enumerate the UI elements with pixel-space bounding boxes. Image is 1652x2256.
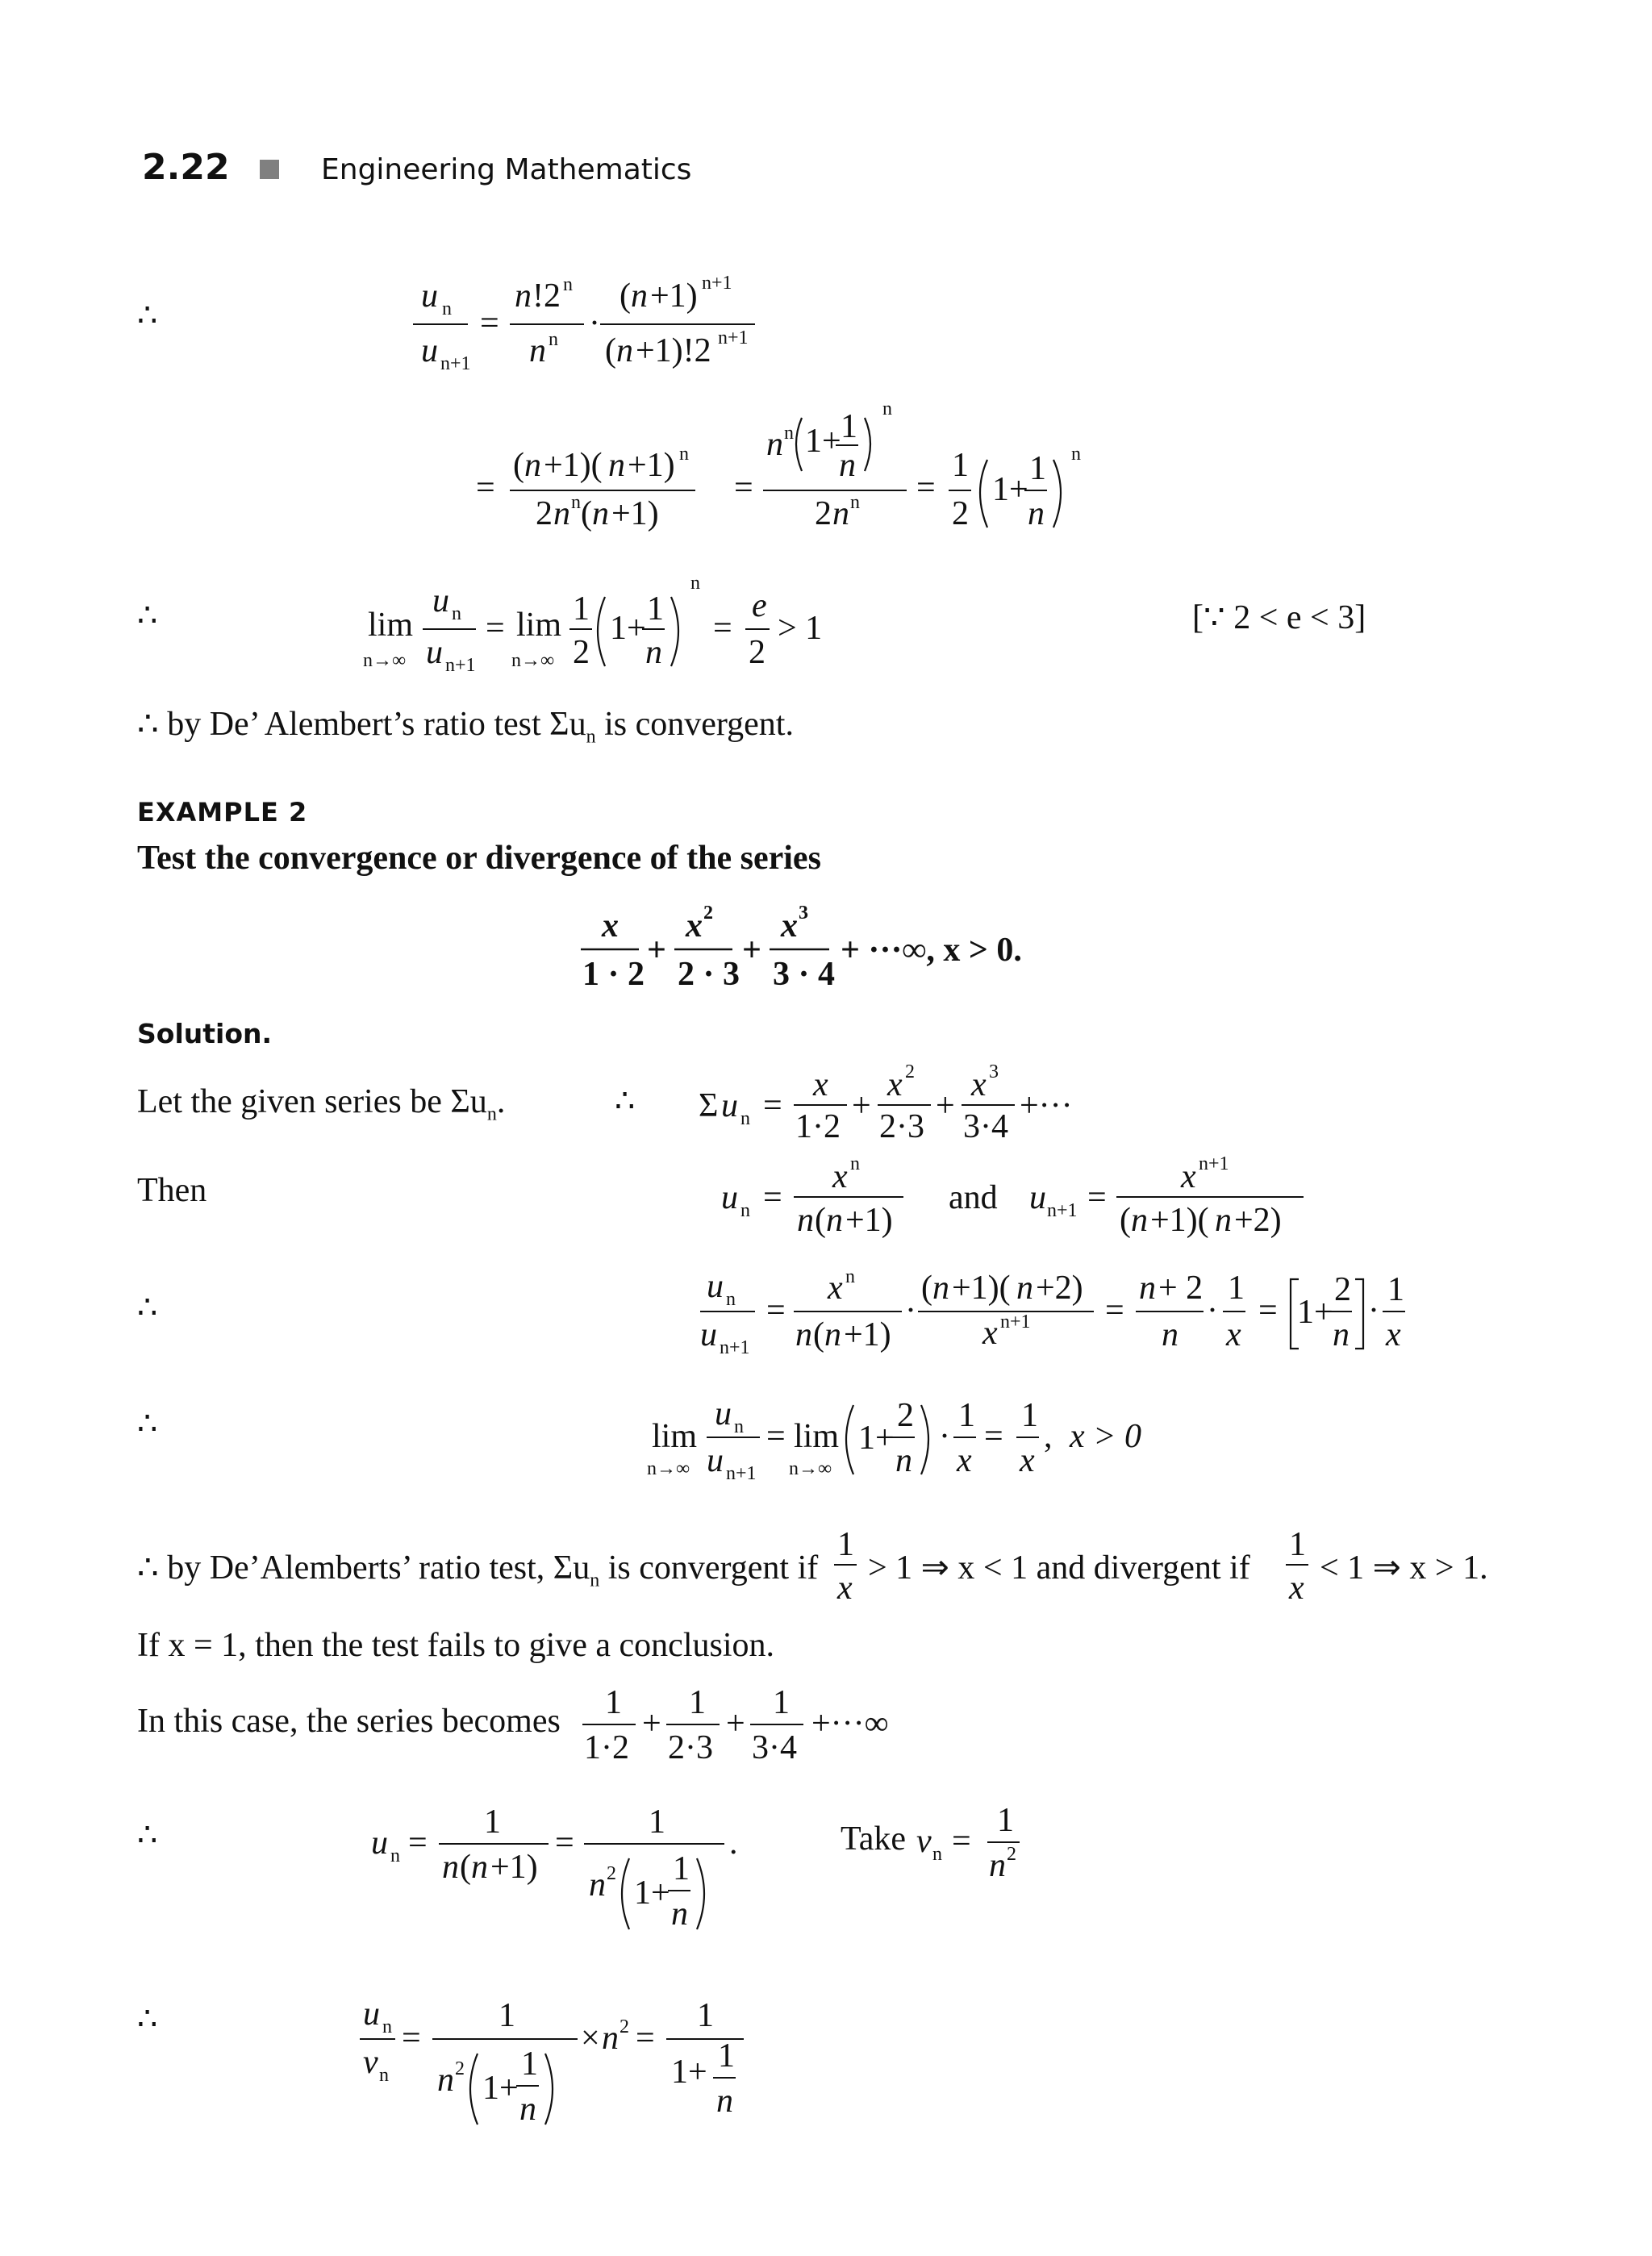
svg-text:x: x bbox=[832, 1158, 848, 1195]
svg-text:+1): +1) bbox=[845, 1202, 893, 1239]
equation-limit-1 bbox=[355, 565, 855, 686]
svg-text:1: 1 bbox=[649, 1804, 665, 1841]
svg-text:1+: 1+ bbox=[610, 610, 646, 647]
svg-text:u: u bbox=[700, 1316, 717, 1353]
svg-text:1: 1 bbox=[718, 2037, 735, 2075]
svg-text:·: · bbox=[1207, 1292, 1218, 1329]
svg-text:1+: 1+ bbox=[992, 471, 1028, 508]
svg-text:2: 2 bbox=[1334, 1271, 1351, 1308]
then-label: Then bbox=[137, 1172, 207, 1209]
svg-text:n: n bbox=[826, 1202, 843, 1239]
svg-text:2: 2 bbox=[952, 495, 969, 532]
svg-text:1 · 2: 1 · 2 bbox=[582, 956, 645, 993]
therefore-symbol: ∴ bbox=[137, 297, 158, 334]
svg-text:n: n bbox=[390, 1845, 400, 1866]
svg-text:=: = bbox=[1087, 1179, 1107, 1216]
svg-text:!2: !2 bbox=[532, 277, 561, 315]
svg-text:1+: 1+ bbox=[671, 2054, 707, 2091]
case-line: In this case, the series becomes bbox=[137, 1703, 561, 1740]
svg-text:n: n bbox=[1139, 1270, 1156, 1307]
svg-text:(: ( bbox=[460, 1849, 471, 1886]
svg-text:n+1: n+1 bbox=[440, 353, 471, 374]
svg-text:1: 1 bbox=[499, 1997, 515, 2034]
svg-text:n: n bbox=[442, 1849, 459, 1886]
equation-un-un1 bbox=[710, 1145, 1323, 1250]
svg-text:+: + bbox=[852, 1087, 871, 1124]
equation-limit-2 bbox=[645, 1379, 1162, 1492]
svg-text:=: = bbox=[480, 305, 499, 342]
book-title: Engineering Mathematics bbox=[321, 153, 692, 186]
svg-text:3: 3 bbox=[799, 903, 808, 924]
svg-text:n: n bbox=[740, 1200, 750, 1221]
svg-text:n: n bbox=[549, 329, 558, 350]
svg-text:n: n bbox=[1131, 1202, 1148, 1239]
svg-text:n: n bbox=[1333, 1316, 1350, 1353]
equation-ratio-2 bbox=[468, 395, 1113, 548]
svg-text:n: n bbox=[589, 1866, 606, 1904]
svg-text:=: = bbox=[1105, 1292, 1124, 1329]
svg-text:=: = bbox=[766, 1292, 786, 1329]
svg-text:v: v bbox=[363, 2044, 378, 2081]
x-gt-0: x > 0 bbox=[1070, 1418, 1141, 1455]
svg-text:1: 1 bbox=[958, 1397, 975, 1434]
svg-text:3: 3 bbox=[989, 1061, 999, 1082]
svg-text:1: 1 bbox=[484, 1804, 501, 1841]
svg-text:n+1: n+1 bbox=[445, 655, 476, 676]
svg-text:n: n bbox=[671, 1895, 688, 1933]
svg-text:1: 1 bbox=[997, 1802, 1014, 1839]
svg-text:u: u bbox=[707, 1268, 724, 1305]
svg-text:+: + bbox=[726, 1705, 745, 1742]
svg-text:n+1: n+1 bbox=[726, 1463, 757, 1484]
svg-text:n→∞: n→∞ bbox=[789, 1458, 832, 1479]
svg-text:2: 2 bbox=[607, 1863, 616, 1884]
equation-ratio-1 bbox=[403, 266, 791, 387]
svg-text:n: n bbox=[1215, 1202, 1232, 1239]
svg-text:(: ( bbox=[813, 1316, 824, 1353]
svg-text:=: = bbox=[486, 610, 505, 647]
svg-text:n: n bbox=[690, 573, 700, 594]
svg-text:+ 2: + 2 bbox=[1158, 1270, 1204, 1307]
example-label: EXAMPLE 2 bbox=[137, 797, 308, 828]
svg-text:n: n bbox=[529, 332, 546, 369]
svg-text:u: u bbox=[371, 1824, 388, 1862]
svg-text:+···: +··· bbox=[1020, 1087, 1073, 1124]
svg-text:x: x bbox=[781, 907, 798, 945]
conclusion-line: ∴ by De’ Alembert’s ratio test $\Sigma u_n$ is convergent. bbox=[137, 706, 794, 748]
header-square-icon bbox=[260, 160, 279, 179]
svg-text:1: 1 bbox=[689, 1684, 706, 1721]
svg-text:n: n bbox=[839, 447, 856, 484]
svg-text:(: ( bbox=[513, 447, 524, 484]
take-label: Take bbox=[841, 1820, 907, 1858]
svg-text:n: n bbox=[602, 2020, 619, 2057]
svg-text:1: 1 bbox=[1289, 1526, 1306, 1563]
svg-text:·: · bbox=[589, 305, 600, 342]
svg-text:x: x bbox=[1226, 1316, 1241, 1353]
frac-1-over-x-b bbox=[1283, 1523, 1315, 1612]
svg-text:3 · 4: 3 · 4 bbox=[773, 956, 836, 993]
equation-sum-un bbox=[694, 1057, 1113, 1153]
svg-text:+: + bbox=[642, 1705, 661, 1742]
svg-text:(: ( bbox=[1120, 1202, 1131, 1239]
svg-text:x: x bbox=[686, 907, 703, 945]
svg-text:u: u bbox=[363, 1995, 380, 2033]
svg-text:.: . bbox=[729, 1824, 738, 1862]
svg-text:n: n bbox=[932, 1270, 949, 1307]
svg-text:n: n bbox=[850, 1153, 860, 1174]
therefore-symbol: ∴ bbox=[137, 1405, 158, 1442]
frac-1-over-x-a bbox=[831, 1523, 863, 1612]
svg-text:1: 1 bbox=[647, 590, 664, 628]
svg-text:(: ( bbox=[605, 332, 616, 369]
svg-text:n: n bbox=[734, 1416, 744, 1437]
svg-text:n: n bbox=[1016, 1270, 1033, 1307]
therefore-symbol: ∴ bbox=[137, 1289, 158, 1326]
svg-text:n: n bbox=[845, 1266, 855, 1287]
svg-text:=: = bbox=[766, 1418, 786, 1455]
ratio-note: [∵ 2 < e < 3] bbox=[1192, 599, 1366, 636]
svg-text:n: n bbox=[824, 1316, 841, 1353]
svg-text:u: u bbox=[421, 332, 438, 369]
svg-text:n: n bbox=[850, 492, 860, 513]
svg-text:+1): +1) bbox=[844, 1316, 891, 1353]
svg-text:+1)(: +1)( bbox=[1150, 1202, 1209, 1239]
therefore-symbol: ∴ bbox=[137, 597, 158, 634]
svg-text:=: = bbox=[555, 1824, 574, 1862]
svg-text:2: 2 bbox=[905, 1061, 915, 1082]
svg-text:2: 2 bbox=[536, 495, 553, 532]
svg-text:+1): +1) bbox=[628, 447, 675, 484]
example-question: Test the convergence or divergence of the series bbox=[137, 840, 821, 877]
svg-text:3·4: 3·4 bbox=[963, 1108, 1008, 1145]
svg-text:n: n bbox=[571, 492, 581, 513]
svg-text:+: + bbox=[936, 1087, 955, 1124]
svg-text:1: 1 bbox=[521, 2045, 538, 2083]
svg-text:n: n bbox=[740, 1108, 750, 1129]
svg-text:+2): +2) bbox=[1234, 1202, 1282, 1239]
svg-text:+: + bbox=[742, 932, 761, 969]
svg-text:n: n bbox=[631, 277, 648, 315]
svg-text:n: n bbox=[895, 1442, 912, 1479]
svg-text:2: 2 bbox=[573, 634, 590, 671]
svg-text:+···∞: +···∞ bbox=[811, 1705, 889, 1742]
svg-text:n: n bbox=[452, 603, 461, 624]
svg-text:n+1: n+1 bbox=[702, 273, 732, 294]
svg-text:=: = bbox=[916, 469, 936, 507]
svg-text:n+1: n+1 bbox=[720, 1337, 750, 1358]
svg-text:n: n bbox=[382, 2016, 392, 2037]
ratio-test-line: ∴ by De’Alemberts’ ratio test, $\Sigma u_n$ is convergent if bbox=[137, 1549, 819, 1591]
svg-text:u: u bbox=[707, 1442, 724, 1479]
svg-text:1: 1 bbox=[1228, 1270, 1245, 1307]
svg-text:n: n bbox=[471, 1849, 488, 1886]
svg-text:+1)!2: +1)!2 bbox=[636, 332, 711, 369]
svg-text:=: = bbox=[984, 1418, 1003, 1455]
svg-text:1: 1 bbox=[1387, 1271, 1404, 1308]
svg-text:n+1: n+1 bbox=[718, 327, 749, 348]
svg-text:(: ( bbox=[581, 495, 592, 532]
svg-text:n: n bbox=[784, 423, 794, 444]
svg-text:+1): +1) bbox=[650, 277, 698, 315]
svg-text:n: n bbox=[519, 2091, 536, 2128]
ratio-test-cond2: < 1 ⇒ x > 1. bbox=[1320, 1549, 1488, 1587]
solution-label: Solution. bbox=[137, 1018, 273, 1049]
svg-text:2: 2 bbox=[620, 2016, 629, 2037]
svg-text:2 · 3: 2 · 3 bbox=[678, 956, 740, 993]
svg-text:1: 1 bbox=[605, 1684, 622, 1721]
svg-text:lim: lim bbox=[516, 607, 562, 644]
svg-text:u: u bbox=[721, 1087, 738, 1124]
svg-text:lim: lim bbox=[794, 1418, 840, 1455]
svg-text:n: n bbox=[563, 274, 573, 295]
svg-text:n→∞: n→∞ bbox=[511, 650, 555, 671]
svg-text:(: ( bbox=[620, 277, 631, 315]
therefore-symbol: ∴ bbox=[615, 1082, 636, 1120]
svg-text:2: 2 bbox=[749, 634, 766, 671]
svg-text:=: = bbox=[1258, 1292, 1278, 1329]
svg-text:n→∞: n→∞ bbox=[363, 650, 407, 671]
svg-text:·: · bbox=[1368, 1292, 1379, 1329]
svg-text:2: 2 bbox=[703, 903, 713, 924]
svg-text:(: ( bbox=[921, 1270, 932, 1307]
equation-case-series bbox=[578, 1678, 916, 1774]
svg-text:2: 2 bbox=[1007, 1844, 1016, 1865]
equation-un-final bbox=[355, 1792, 774, 1945]
svg-text:x: x bbox=[971, 1066, 987, 1103]
svg-text:×: × bbox=[581, 2020, 600, 2057]
svg-text:v: v bbox=[916, 1823, 932, 1860]
svg-text:=: = bbox=[952, 1823, 971, 1860]
svg-text:n: n bbox=[1028, 495, 1045, 532]
svg-text:1: 1 bbox=[841, 408, 857, 445]
svg-text:+1): +1) bbox=[611, 495, 659, 532]
svg-text:> 1: > 1 bbox=[778, 610, 823, 647]
svg-text:u: u bbox=[715, 1395, 732, 1432]
svg-text:1: 1 bbox=[773, 1684, 790, 1721]
therefore-symbol: ∴ bbox=[137, 1816, 158, 1854]
svg-text:1+: 1+ bbox=[1297, 1294, 1333, 1331]
svg-text:u: u bbox=[1029, 1179, 1046, 1216]
example-series bbox=[573, 899, 1170, 1004]
svg-text:1+: 1+ bbox=[482, 2070, 519, 2107]
svg-text:3·4: 3·4 bbox=[752, 1729, 797, 1766]
svg-text:n→∞: n→∞ bbox=[647, 1458, 690, 1479]
svg-text:n+1: n+1 bbox=[1000, 1311, 1031, 1332]
svg-text:n: n bbox=[716, 2083, 733, 2120]
svg-text:=: = bbox=[408, 1824, 428, 1862]
svg-text:n: n bbox=[797, 1202, 814, 1239]
svg-text:=: = bbox=[636, 2020, 655, 2057]
svg-text:1: 1 bbox=[952, 447, 969, 484]
svg-text:x: x bbox=[957, 1442, 972, 1479]
svg-text:1+: 1+ bbox=[634, 1874, 670, 1912]
svg-text:n: n bbox=[379, 2065, 389, 2086]
svg-text:=: = bbox=[734, 469, 753, 507]
svg-text:·: · bbox=[905, 1292, 916, 1329]
svg-text:x: x bbox=[1386, 1316, 1401, 1353]
page-number: 2.22 bbox=[142, 147, 230, 188]
svg-text:+1)(: +1)( bbox=[544, 447, 603, 484]
therefore-symbol: ∴ bbox=[137, 2000, 158, 2037]
svg-text:n: n bbox=[726, 1289, 736, 1310]
svg-text:2: 2 bbox=[455, 2058, 465, 2079]
svg-text:lim: lim bbox=[368, 607, 414, 644]
svg-text:=: = bbox=[763, 1087, 782, 1124]
fail-line: If x = 1, then the test fails to give a conclusion. bbox=[137, 1627, 775, 1664]
equation-vn bbox=[910, 1792, 1039, 1889]
svg-text:2: 2 bbox=[815, 495, 832, 532]
svg-text:n: n bbox=[795, 1316, 812, 1353]
svg-text:u: u bbox=[426, 634, 443, 671]
svg-text:(: ( bbox=[815, 1202, 826, 1239]
svg-text:n+1: n+1 bbox=[1047, 1200, 1078, 1221]
svg-text:1: 1 bbox=[573, 590, 590, 628]
svg-text:u: u bbox=[721, 1179, 738, 1216]
svg-text:1: 1 bbox=[1029, 450, 1046, 487]
svg-text:n: n bbox=[592, 495, 609, 532]
svg-text:n: n bbox=[616, 332, 633, 369]
svg-text:1: 1 bbox=[697, 1997, 714, 2034]
svg-text:2: 2 bbox=[897, 1397, 914, 1434]
equation-un-over-vn bbox=[355, 1978, 774, 2139]
svg-text:=: = bbox=[713, 610, 732, 647]
svg-text:n: n bbox=[932, 1844, 942, 1865]
svg-text:x: x bbox=[1020, 1442, 1035, 1479]
svg-text:u: u bbox=[421, 277, 438, 315]
svg-text:n: n bbox=[679, 444, 689, 465]
svg-text:1·2: 1·2 bbox=[795, 1108, 841, 1145]
svg-text:,: , bbox=[1044, 1418, 1053, 1455]
and-label: and bbox=[949, 1179, 998, 1216]
svg-text:n+1: n+1 bbox=[1199, 1153, 1229, 1174]
series-tail: + ···∞, x > 0. bbox=[841, 932, 1022, 969]
svg-text:n: n bbox=[524, 447, 541, 484]
svg-text:x: x bbox=[887, 1066, 903, 1103]
svg-text:n: n bbox=[989, 1847, 1006, 1884]
svg-text:n: n bbox=[442, 298, 452, 319]
svg-text:+: + bbox=[647, 932, 666, 969]
svg-text:+1): +1) bbox=[490, 1849, 538, 1886]
svg-text:lim: lim bbox=[652, 1418, 698, 1455]
svg-text:n: n bbox=[832, 495, 849, 532]
svg-text:x: x bbox=[813, 1066, 828, 1103]
svg-text:x: x bbox=[602, 907, 619, 945]
svg-text:1+: 1+ bbox=[858, 1420, 895, 1457]
svg-text:1: 1 bbox=[1021, 1397, 1038, 1434]
svg-text:n: n bbox=[882, 398, 892, 419]
svg-text:1: 1 bbox=[673, 1850, 690, 1887]
svg-text:+2): +2) bbox=[1036, 1270, 1083, 1307]
svg-text:x: x bbox=[982, 1315, 998, 1352]
svg-text:=: = bbox=[402, 2020, 421, 2057]
svg-text:n: n bbox=[1162, 1316, 1179, 1353]
svg-text:+1)(: +1)( bbox=[952, 1270, 1011, 1307]
equation-ratio-3 bbox=[694, 1258, 1452, 1363]
svg-text:n: n bbox=[766, 426, 783, 463]
svg-text:=: = bbox=[476, 469, 495, 507]
svg-text:2·3: 2·3 bbox=[668, 1729, 713, 1766]
svg-text:Σ: Σ bbox=[699, 1087, 719, 1124]
svg-text:x: x bbox=[837, 1570, 853, 1607]
svg-text:·: · bbox=[939, 1418, 950, 1455]
svg-text:=: = bbox=[763, 1179, 782, 1216]
svg-text:n: n bbox=[645, 634, 662, 671]
svg-text:1·2: 1·2 bbox=[584, 1729, 629, 1766]
svg-text:x: x bbox=[1181, 1158, 1196, 1195]
svg-text:e: e bbox=[752, 587, 767, 624]
ratio-test-cond1: > 1 ⇒ x < 1 and divergent if bbox=[868, 1549, 1250, 1587]
svg-text:u: u bbox=[432, 582, 449, 619]
svg-text:n: n bbox=[515, 277, 532, 315]
svg-text:2·3: 2·3 bbox=[879, 1108, 924, 1145]
svg-text:1: 1 bbox=[837, 1526, 854, 1563]
svg-text:n: n bbox=[608, 447, 625, 484]
svg-text:x: x bbox=[1289, 1570, 1304, 1607]
svg-text:n: n bbox=[1071, 444, 1081, 465]
svg-text:n: n bbox=[437, 2062, 454, 2099]
svg-text:1+: 1+ bbox=[805, 423, 841, 460]
svg-text:n: n bbox=[553, 495, 570, 532]
let-line: Let the given series be $\Sigma u_n$. bbox=[137, 1083, 506, 1125]
svg-text:x: x bbox=[828, 1270, 843, 1307]
